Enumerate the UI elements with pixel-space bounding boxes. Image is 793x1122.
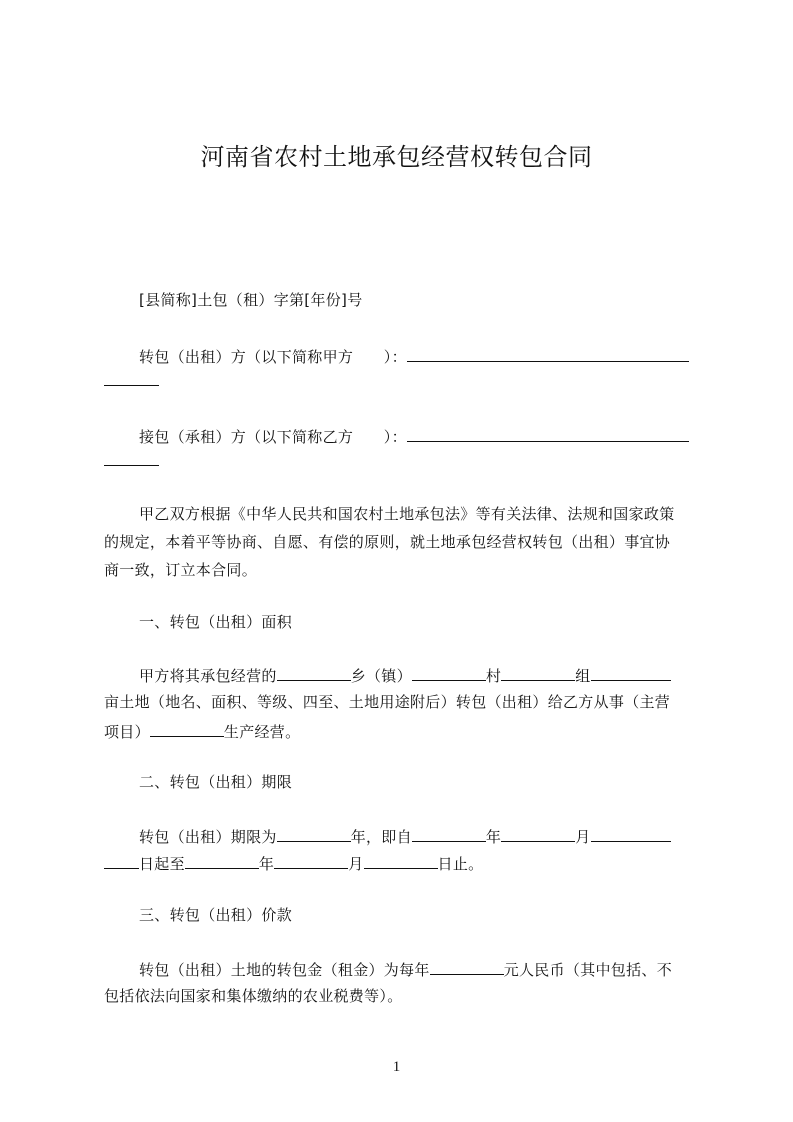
party-a-blank-cont — [104, 369, 159, 386]
rent-amount-blank — [430, 958, 504, 975]
party-b-blank — [407, 425, 689, 442]
party-b-continuation — [104, 449, 159, 471]
end-day-blank — [364, 852, 438, 869]
party-a-line — [139, 345, 689, 367]
party-b-line — [139, 425, 689, 447]
s2-text-c: 年 — [485, 828, 502, 846]
section-2-line-1 — [139, 825, 671, 847]
intro-line-1: 甲乙双方根据《中华人民共和国农村土地承包法》等有关法律、法规和国家政策 — [139, 505, 675, 523]
start-month-blank — [501, 825, 575, 842]
s2-text-a: 转包（出租）期限为 — [139, 828, 277, 846]
end-month-blank — [274, 852, 348, 869]
s3-text-b: 元人民币（其中包括、不 — [503, 961, 673, 979]
s2-text-h: 日止。 — [437, 855, 484, 873]
section-3-heading: 三、转包（出租）价款 — [139, 906, 293, 924]
start-day-blank — [591, 825, 671, 842]
start-day-blank-cont — [104, 852, 139, 869]
document-number: [县简称]土包（租）字第[年份]号 — [139, 291, 363, 309]
intro-line-3: 商一致，订立本合同。 — [104, 561, 258, 579]
village-blank — [412, 664, 486, 681]
s1-text-d: 组 — [575, 667, 591, 685]
party-b-label: 接包（承租）方（以下简称乙方 ）： — [139, 428, 407, 446]
section-1-line-2: 亩土地（地名、面积、等级、四至、土地用途附后）转包（出租）给乙方从事（主营 — [104, 693, 671, 711]
township-blank — [277, 664, 351, 681]
s2-text-g: 月 — [348, 855, 364, 873]
section-2-heading: 二、转包（出租）期限 — [139, 773, 293, 791]
document-title: 河南省农村土地承包经营权转包合同 — [200, 143, 593, 171]
area-blank — [591, 664, 671, 681]
s3-text-a: 转包（出租）土地的转包金（租金）为每年 — [139, 961, 430, 979]
section-3-line-2: 包括依法向国家和集体缴纳的农业税费等）。 — [104, 987, 403, 1005]
main-project-blank — [150, 720, 224, 737]
party-a-label: 转包（出租）方（以下简称甲方 ）： — [139, 348, 407, 366]
party-a-continuation — [104, 369, 159, 391]
party-b-blank-cont — [104, 449, 159, 466]
s2-text-b: 年，即自 — [350, 828, 412, 846]
s1-text-b: 乡（镇） — [350, 667, 412, 685]
intro-line-2: 的规定，本着平等协商、自愿、有偿的原则，就土地承包经营权转包（出租）事宜协 — [104, 533, 671, 551]
s1-text-c: 村 — [485, 667, 502, 685]
s2-text-d: 月 — [575, 828, 591, 846]
section-3-line-1 — [139, 958, 672, 980]
s2-text-f: 年 — [258, 855, 275, 873]
page-number: 1 — [392, 1059, 401, 1075]
party-a-blank — [407, 345, 689, 362]
s1-text-e: 项目） — [104, 723, 150, 741]
term-years-blank — [277, 825, 351, 842]
s1-text-f: 生产经营。 — [223, 723, 301, 741]
section-1-line-1 — [139, 664, 671, 686]
group-blank — [501, 664, 575, 681]
section-1-heading: 一、转包（出租）面积 — [139, 613, 293, 631]
section-2-line-2 — [104, 852, 483, 874]
end-year-blank — [185, 852, 259, 869]
s1-text-a: 甲方将其承包经营的 — [139, 667, 277, 685]
start-year-blank — [412, 825, 486, 842]
s2-text-e: 日起至 — [139, 855, 185, 873]
section-1-line-3 — [104, 720, 300, 742]
